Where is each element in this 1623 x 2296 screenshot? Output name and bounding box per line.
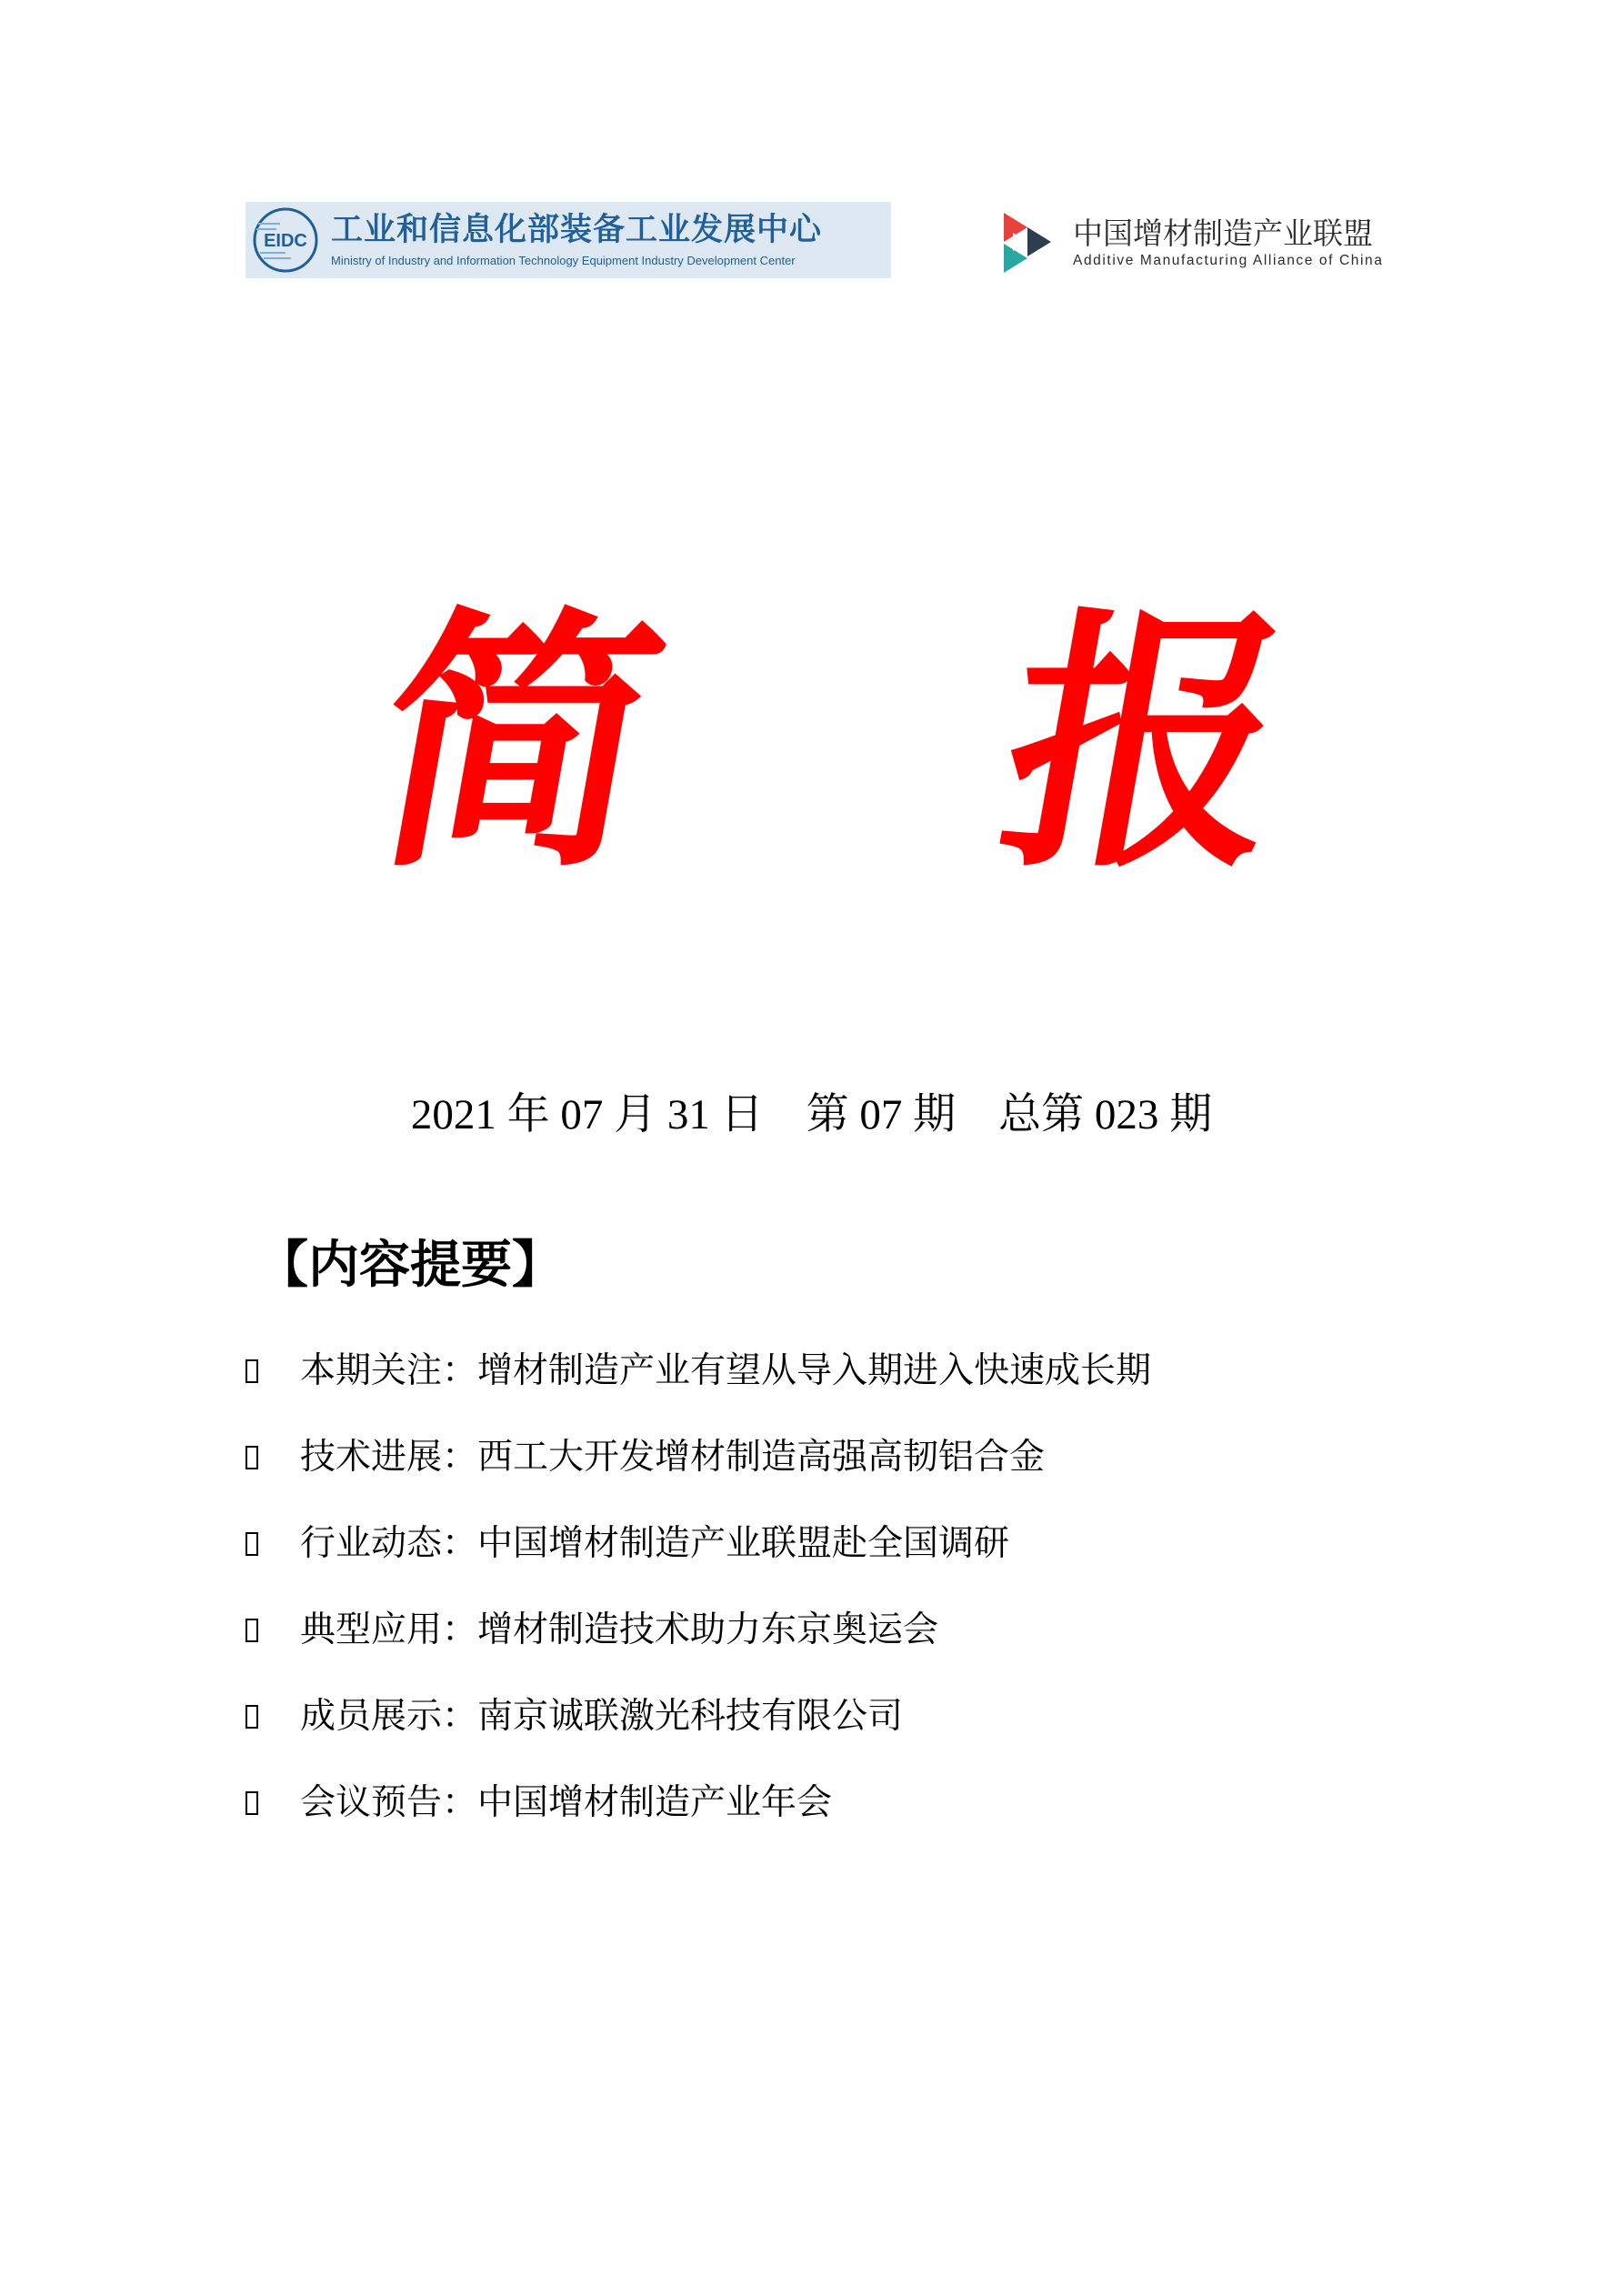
bullet-box-icon bbox=[245, 1532, 258, 1556]
eidc-name-cn: 工业和信息化部装备工业发展中心 bbox=[331, 212, 823, 248]
summary-item bbox=[245, 1760, 1151, 1846]
summary-item-text: 技术进展：西工大开发增材制造高强高韧铝合金 bbox=[300, 1436, 1046, 1478]
summary-item-text: 本期关注：增材制造产业有望从导入期进入快速成长期 bbox=[300, 1349, 1152, 1391]
eidc-emblem-label: EIDC bbox=[264, 231, 307, 251]
summary-item bbox=[245, 1328, 1151, 1414]
bullet-box-icon bbox=[245, 1705, 258, 1729]
summary-heading: 【内容提要】 bbox=[257, 1236, 563, 1295]
summary-item bbox=[245, 1673, 1151, 1760]
bullet-box-icon bbox=[245, 1791, 258, 1815]
eidc-name-en: Ministry of Industry and Information Technology Equipment Industry Development Center bbox=[331, 254, 796, 267]
summary-item-text: 会议预告：中国增材制造产业年会 bbox=[300, 1781, 833, 1823]
summary-item-text: 成员展示：南京诚联激光科技有限公司 bbox=[300, 1695, 904, 1737]
summary-item bbox=[245, 1500, 1151, 1587]
summary-item-text: 典型应用：增材制造技术助力东京奥运会 bbox=[300, 1609, 939, 1650]
bullet-box-icon bbox=[245, 1619, 258, 1642]
summary-item bbox=[245, 1414, 1151, 1500]
eidc-text bbox=[331, 211, 822, 269]
bullet-box-icon bbox=[245, 1359, 258, 1383]
issue-date-line: 2021 年 07 月 31 日 第 07 期 总第 023 期 bbox=[410, 1091, 1213, 1138]
amac-name-en: Additive Manufacturing Alliance of China bbox=[1073, 253, 1384, 268]
eidc-logo bbox=[245, 202, 891, 278]
summary-item bbox=[245, 1587, 1151, 1673]
title-char-bao: 报 bbox=[980, 583, 1311, 904]
summary-list bbox=[245, 1328, 1151, 1846]
title-char-jian: 简 bbox=[353, 583, 684, 904]
amac-emblem-icon bbox=[1000, 209, 1060, 276]
eidc-emblem-icon bbox=[249, 204, 322, 276]
summary-item-text: 行业动态：中国增材制造产业联盟赴全国调研 bbox=[300, 1522, 1010, 1564]
amac-text bbox=[1073, 216, 1383, 270]
amac-logo bbox=[1000, 206, 1400, 280]
bullet-box-icon bbox=[245, 1446, 258, 1469]
amac-name-cn: 中国增材制造产业联盟 bbox=[1073, 216, 1373, 251]
